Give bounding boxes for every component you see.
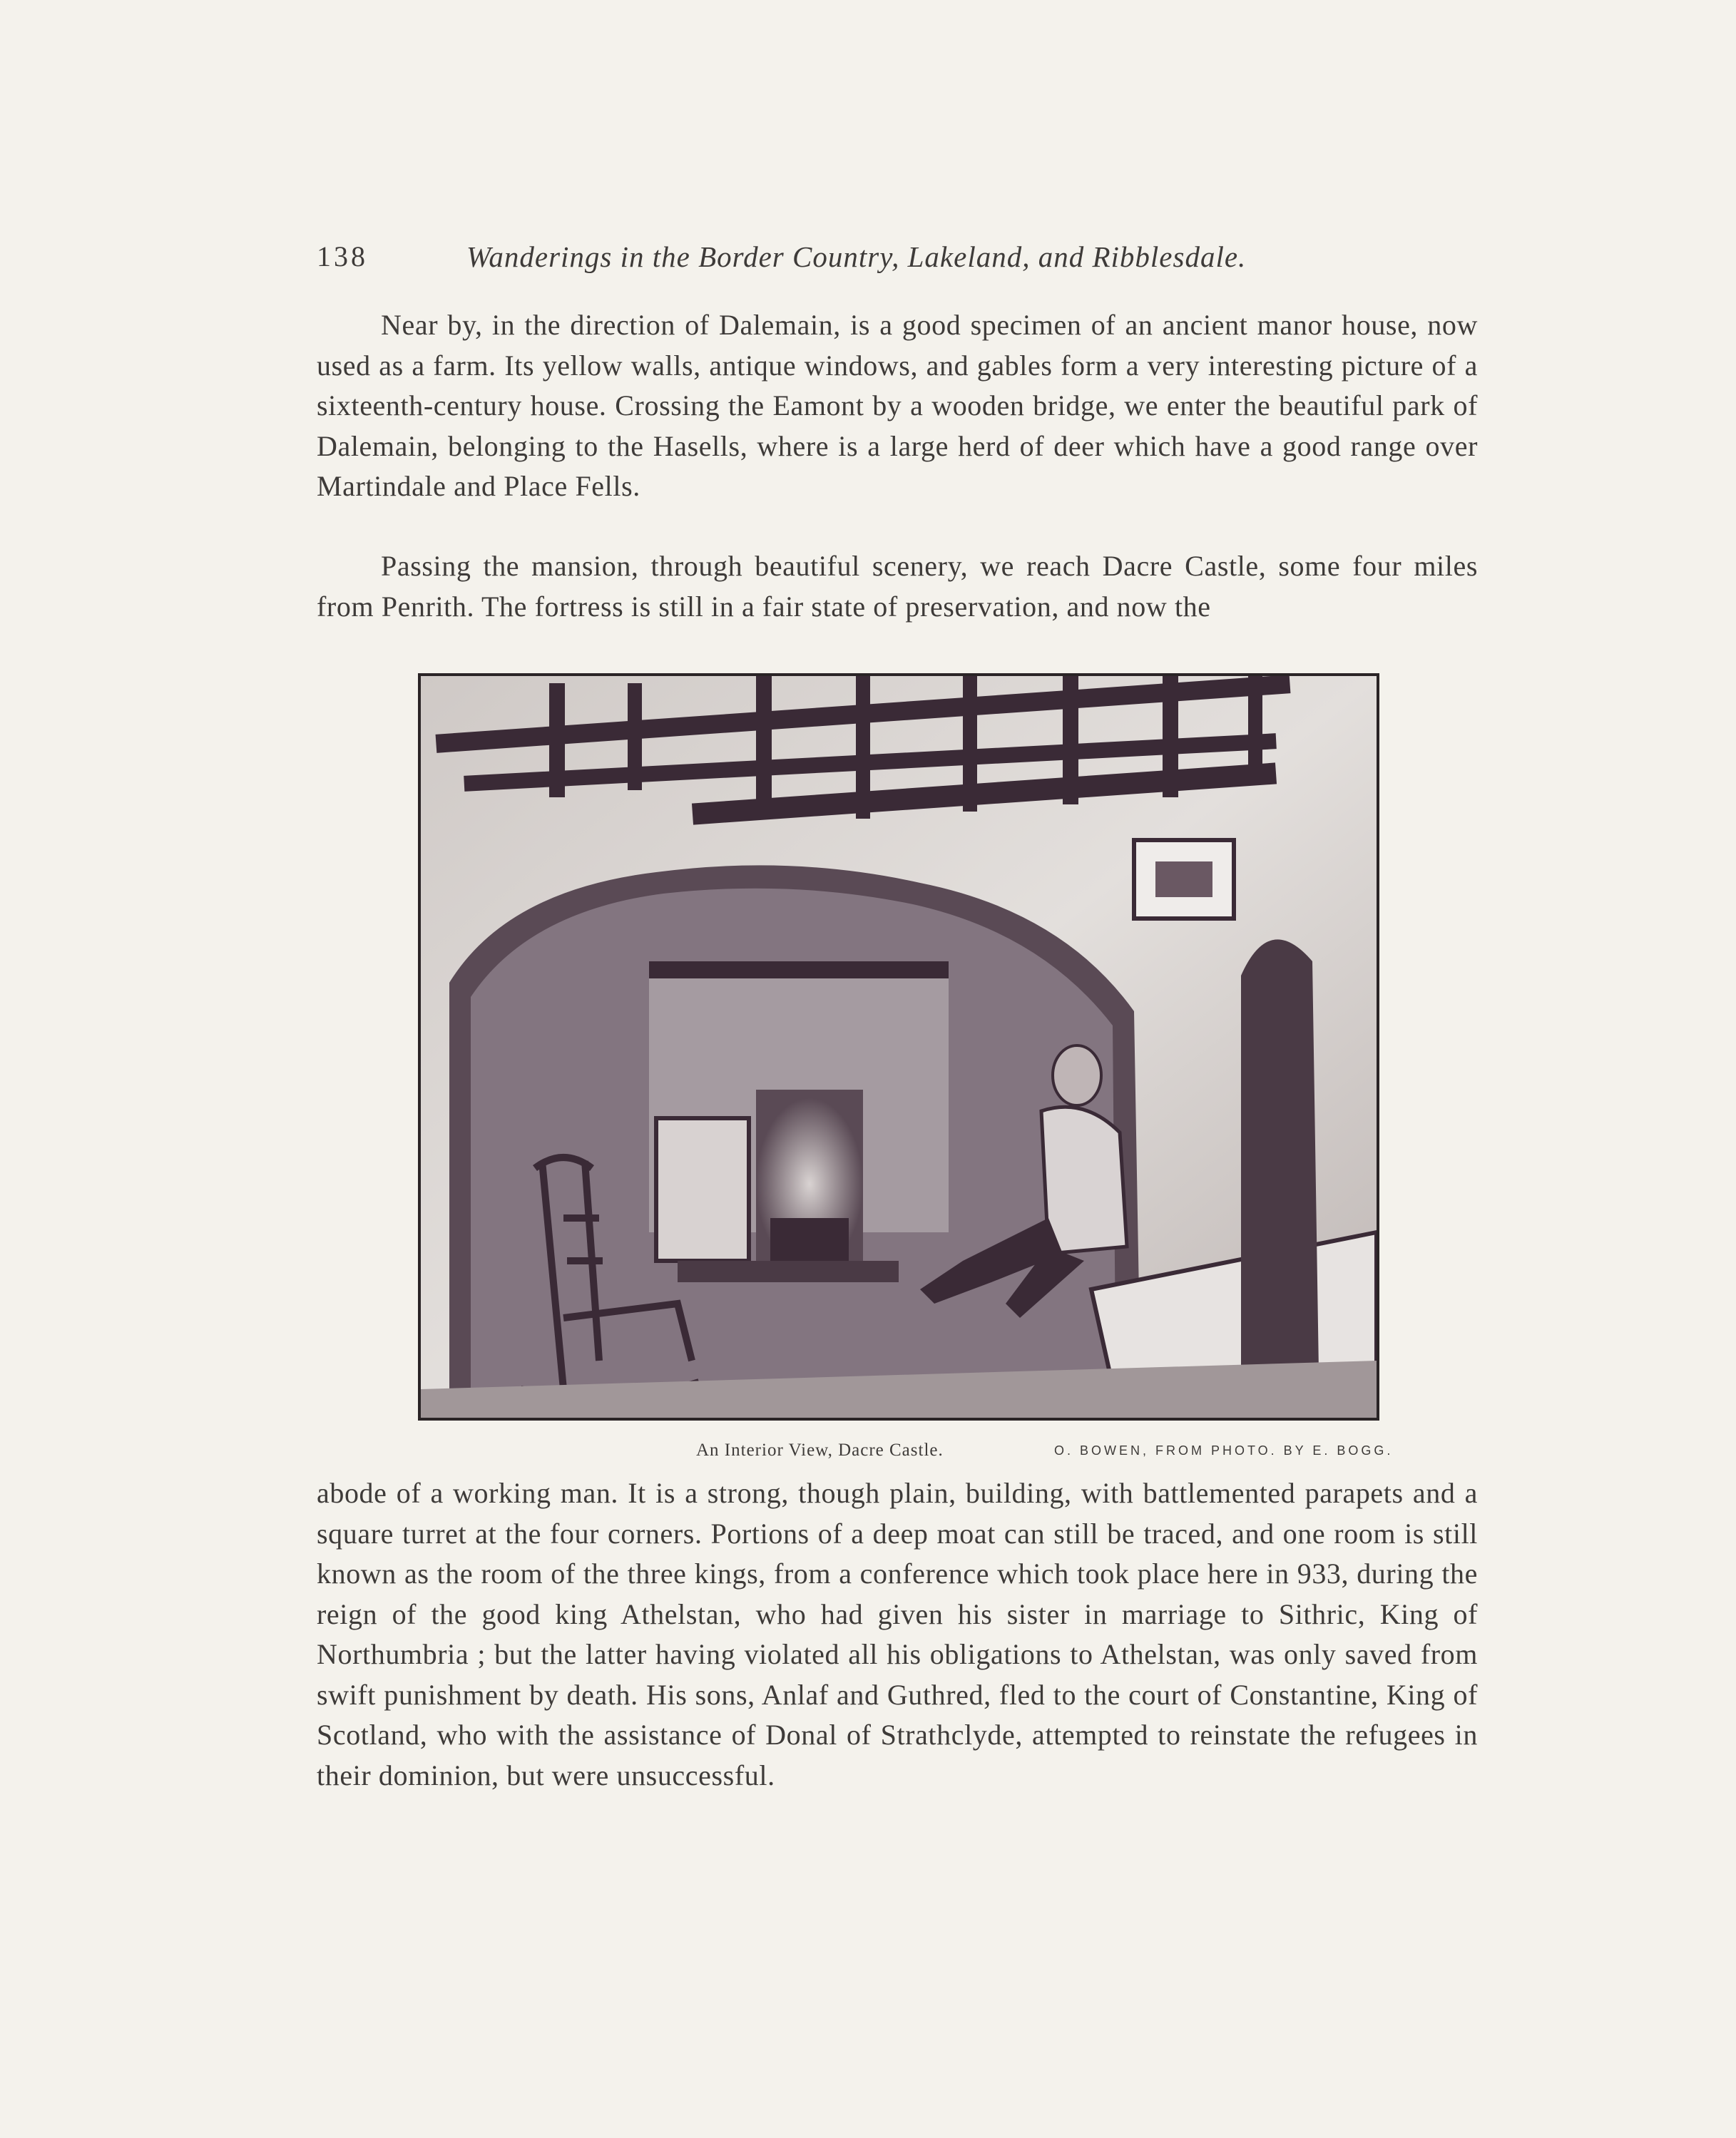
paragraph-2 [317, 546, 1478, 627]
paragraph-1 [317, 305, 1478, 507]
figure-credit: O. BOWEN, FROM PHOTO. BY E. BOGG. [1054, 1443, 1394, 1458]
stove [656, 1090, 899, 1282]
running-header [317, 240, 1329, 282]
page-number: 138 [317, 240, 368, 272]
side-doorway [1241, 939, 1319, 1418]
paragraph-1-text: Near by, in the direction of Dalemain, is a good specimen of an ancient manor house, now used as a farm. Its yellow walls, antique windows, and gables form a very interesting picture of a sixteenth-century house. Crossing the Eamont by a wooden bridge, we enter the beautiful park of Dalemain, belonging to the Hasells, where is a large herd of deer which have a good range over Martindale and Place Fells. [317, 309, 1478, 502]
paragraph-3-text: abode of a working man. It is a strong, though plain, building, with battlemented parapets and a square turret at the four corners. Portions of a deep moat can still be traced, and one room is still known as the room of the three kings, from a conference which took place here in 933, during the reign of the good king Athelstan, who had given his sister in marriage to Sithric, King of Northumbria ; but the latter having violated all his obligations to Athelstan, was only saved from swift punishment by death. His sons, Anlaf and Guthred, fled to the court of Constantine, King of Scotland, who with the assistance of Donal of Strathclyde, attempted to reinstate the refugees in their dominion, but were unsuccessful. [317, 1477, 1478, 1791]
running-title: Wanderings in the Border Country, Lakeland, and Ribblesdale. [466, 240, 1247, 273]
illustration-dacre-castle-interior [418, 673, 1379, 1421]
paragraph-3 [317, 1473, 1478, 1796]
figure-caption: An Interior View, Dacre Castle. [696, 1441, 944, 1460]
wall-picture [1134, 840, 1234, 919]
paragraph-2-text: Passing the mansion, through beautiful scenery, we reach Dacre Castle, some four miles from Penrith. The fortress is still in a fair state of preservation, and now the [317, 550, 1478, 623]
illustration-drawing [421, 676, 1377, 1418]
